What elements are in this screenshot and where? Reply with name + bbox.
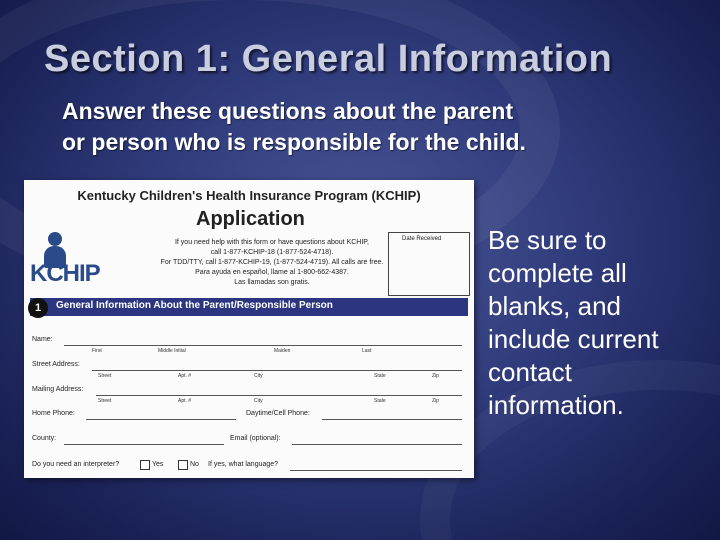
help-text <box>132 238 412 288</box>
cell-phone-label: Daytime/Cell Phone: <box>246 410 310 417</box>
addr-sub-zip: Zip <box>432 373 439 379</box>
yes-label: Yes <box>152 461 164 468</box>
name-sub-middle: Middle Initial <box>158 348 186 354</box>
bullet-line: information. <box>488 390 624 420</box>
help-line: call 1-877-KCHIP-18 (1-877-524-4718). <box>210 249 334 256</box>
addr-sub-city: City <box>254 398 263 404</box>
county-label: County: <box>32 435 57 442</box>
section-number: 1 <box>28 298 48 318</box>
county-line <box>64 444 224 445</box>
addr-sub-state: State <box>374 398 386 404</box>
home-phone-line <box>86 419 236 420</box>
addr-sub-city: City <box>254 373 263 379</box>
bullet-line: blanks, and <box>488 291 621 321</box>
help-line: If you need help with this form or have questions about KCHIP, <box>174 239 370 246</box>
email-line <box>292 444 462 445</box>
no-checkbox <box>178 460 188 470</box>
email-label: Email (optional): <box>230 435 281 442</box>
interpreter-label: Do you need an interpreter? <box>32 461 120 468</box>
bullet-line: Be sure to <box>488 225 607 255</box>
form-header: Kentucky Children's Health Insurance Program (KCHIP) <box>77 188 421 203</box>
help-line: Para ayuda en español, llame al 1-800-662-4387. <box>195 269 349 276</box>
addr-sub-state: State <box>374 373 386 379</box>
bullet-line: contact <box>488 357 572 387</box>
cell-phone-line <box>322 419 462 420</box>
language-label: If yes, what language? <box>208 461 279 468</box>
slide-subtitle <box>62 96 662 158</box>
name-sub-last: Last <box>362 348 372 354</box>
section-title: General Information About the Parent/Responsible Person <box>56 300 333 311</box>
kchip-logo-text: KCHIP <box>30 260 100 287</box>
name-sub-first: First <box>92 348 102 354</box>
home-phone-label: Home Phone: <box>32 410 75 417</box>
slide-title: Section 1: General Information <box>44 38 613 80</box>
yes-checkbox <box>140 460 150 470</box>
application-form-image <box>24 180 474 478</box>
subtitle-line: Answer these questions about the parent <box>62 98 514 124</box>
mailing-field-line <box>96 395 462 396</box>
bullet-text <box>488 224 708 422</box>
help-line: Las llamadas son gratis. <box>234 279 310 286</box>
bullet-line: include current <box>488 324 659 354</box>
addr-sub-street: Street <box>98 398 112 404</box>
street-field-line <box>92 370 462 371</box>
kchip-logo-icon <box>48 232 62 246</box>
addr-sub-street: Street <box>98 373 112 379</box>
date-received-label: Date Received <box>402 236 442 242</box>
help-line: For TDD/TTY, call 1-877-KCHIP-19, (1-877-524-4719). All calls are free. <box>160 259 384 266</box>
name-sub-maiden: Maiden <box>274 348 291 354</box>
no-label: No <box>190 461 199 468</box>
subtitle-line: or person who is responsible for the child. <box>62 129 526 155</box>
street-address-label: Street Address: <box>32 361 80 368</box>
bullet-line: complete all <box>488 258 627 288</box>
addr-sub-apt: Apt. # <box>178 398 192 404</box>
addr-sub-zip: Zip <box>432 398 439 404</box>
addr-sub-apt: Apt. # <box>178 373 192 379</box>
form-app-title: Application <box>196 208 305 230</box>
language-line <box>290 470 462 471</box>
mailing-address-label: Mailing Address: <box>32 386 84 393</box>
name-label: Name: <box>32 336 53 343</box>
name-field-line <box>64 345 462 346</box>
